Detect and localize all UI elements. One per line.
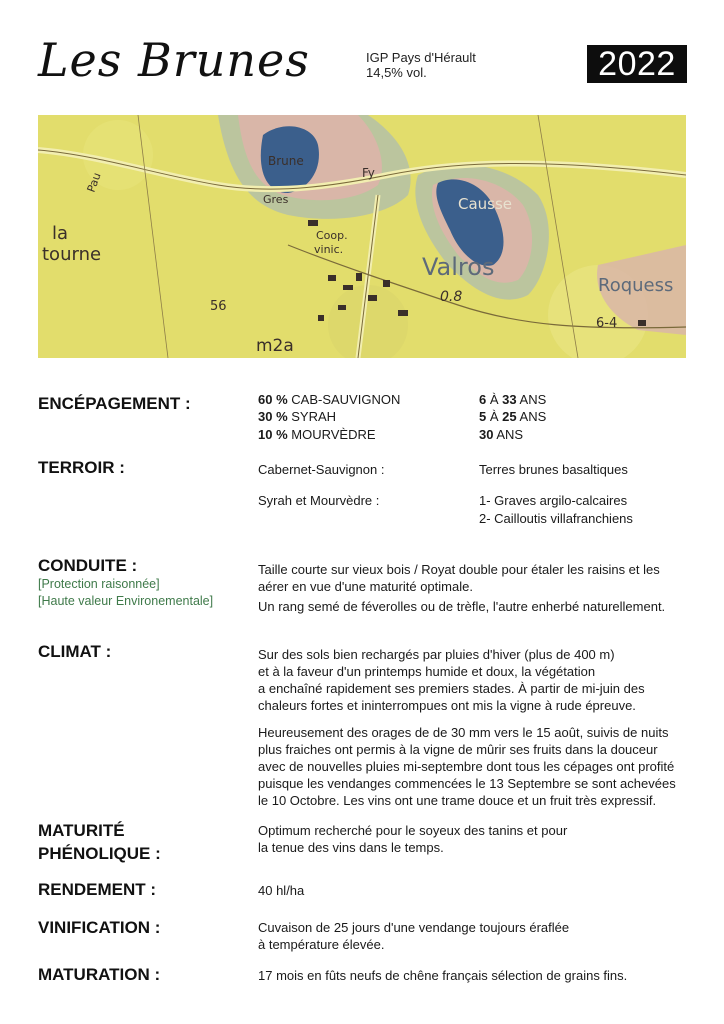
map-label-pau: Pau — [84, 170, 104, 195]
map-label-la: la — [52, 223, 69, 244]
grape-row-1: 60 % CAB-SAUVIGNON — [258, 392, 401, 407]
map-label-fy: Fy — [362, 166, 375, 180]
conduite-note-1: [Protection raisonnée] — [38, 577, 160, 591]
terroir-value-2b: 2- Cailloutis villafranchiens — [479, 511, 633, 526]
terroir-label-2: Syrah et Mourvèdre : — [258, 493, 380, 508]
wine-title: Les Brunes — [38, 33, 310, 87]
terroir-label-1: Cabernet-Sauvignon : — [258, 462, 385, 477]
rendement-text: 40 hl/ha — [258, 883, 305, 898]
map-label-vinic: vinic. — [314, 243, 344, 256]
terroir-value-2a: 1- Graves argilo-calcaires — [479, 493, 628, 508]
appellation-block — [366, 50, 476, 80]
alcohol: 14,5% vol. — [366, 65, 427, 80]
maturite-text: Optimum recherché pour le soyeux des tanins et pour la tenue des vins dans le temps. — [258, 823, 568, 855]
vine-age-2: 5 À 25 ANS — [479, 409, 547, 424]
rendement-heading: RENDEMENT : — [38, 880, 157, 899]
map-label-roquess: Roquess — [598, 275, 674, 296]
map-label-tourne: tourne — [42, 244, 102, 265]
appellation: IGP Pays d'Hérault — [366, 50, 476, 65]
map-label-56: 56 — [210, 299, 227, 314]
map-label-causse: Causse — [458, 195, 513, 213]
grape-row-2: 30 % SYRAH — [258, 409, 337, 424]
vinification-text: Cuvaison de 25 jours d'une vendange toujours éraflée à température élevée. — [258, 920, 570, 952]
map-label-coop: Coop. — [316, 229, 348, 242]
conduite-text-1: Taille courte sur vieux bois / Royat double pour étaler les raisins et les aérer en vue d'une maturité optimale. — [258, 562, 660, 594]
map-label-elevation: 0.8 — [440, 289, 463, 305]
climat-heading: CLIMAT : — [38, 642, 112, 661]
map-label-64: 6-4 — [596, 316, 618, 331]
grape-row-3: 10 % MOURVÈDRE — [258, 427, 376, 442]
map-label-gres: Gres — [263, 193, 289, 206]
terroir-value-1: Terres brunes basaltiques — [479, 462, 628, 477]
vintage-year: 2022 — [587, 45, 687, 83]
maturation-text: 17 mois en fûts neufs de chêne français sélection de grains fins. — [258, 968, 628, 983]
climat-text-2: Heureusement des orages de de 30 mm vers le 15 août, suivis de nuits plus fraiches ont permis à la vigne de mûrir ses fruits dans la douceur avec de nouvelles pluies mi-septembre dont tous les cépages ont profité puisque les vendanges commencées le 13 Septembre se sont achevées le 10 Octobre. Les vins ont une trame douce et un fruit très expressif. — [258, 725, 676, 808]
terroir-heading: TERROIR : — [38, 458, 125, 477]
maturation-heading: MATURATION : — [38, 965, 161, 984]
climat-text-1: Sur des sols bien rechargés par pluies d'hiver (plus de 400 m) et à la faveur d'un printemps humide et doux, la végétation a enchaîné rapidement ses premiers stades. À partir de mi-juin des chaleurs fortes et ininterrompues ont mis la vigne à rude épreuve. — [258, 647, 645, 713]
maturite-heading-2: PHÉNOLIQUE : — [38, 844, 161, 863]
map-label-m2a: m2a — [256, 336, 294, 356]
vine-age-3: 30 ANS — [479, 427, 524, 442]
vine-age-1: 6 À 33 ANS — [479, 392, 547, 407]
conduite-heading: CONDUITE : — [38, 556, 138, 575]
conduite-note-2: [Haute valeur Environementale] — [38, 594, 214, 608]
vinification-heading: VINIFICATION : — [38, 918, 161, 937]
maturite-heading-1: MATURITÉ — [38, 821, 125, 840]
encepagement-heading: ENCÉPAGEMENT : — [38, 394, 191, 413]
map-label-brune: Brune — [268, 154, 304, 168]
map-label-valros: Valros — [422, 253, 495, 281]
conduite-text-2: Un rang semé de féverolles ou de trèfle, l'autre enherbé naturellement. — [258, 599, 666, 614]
geological-map — [38, 115, 686, 358]
